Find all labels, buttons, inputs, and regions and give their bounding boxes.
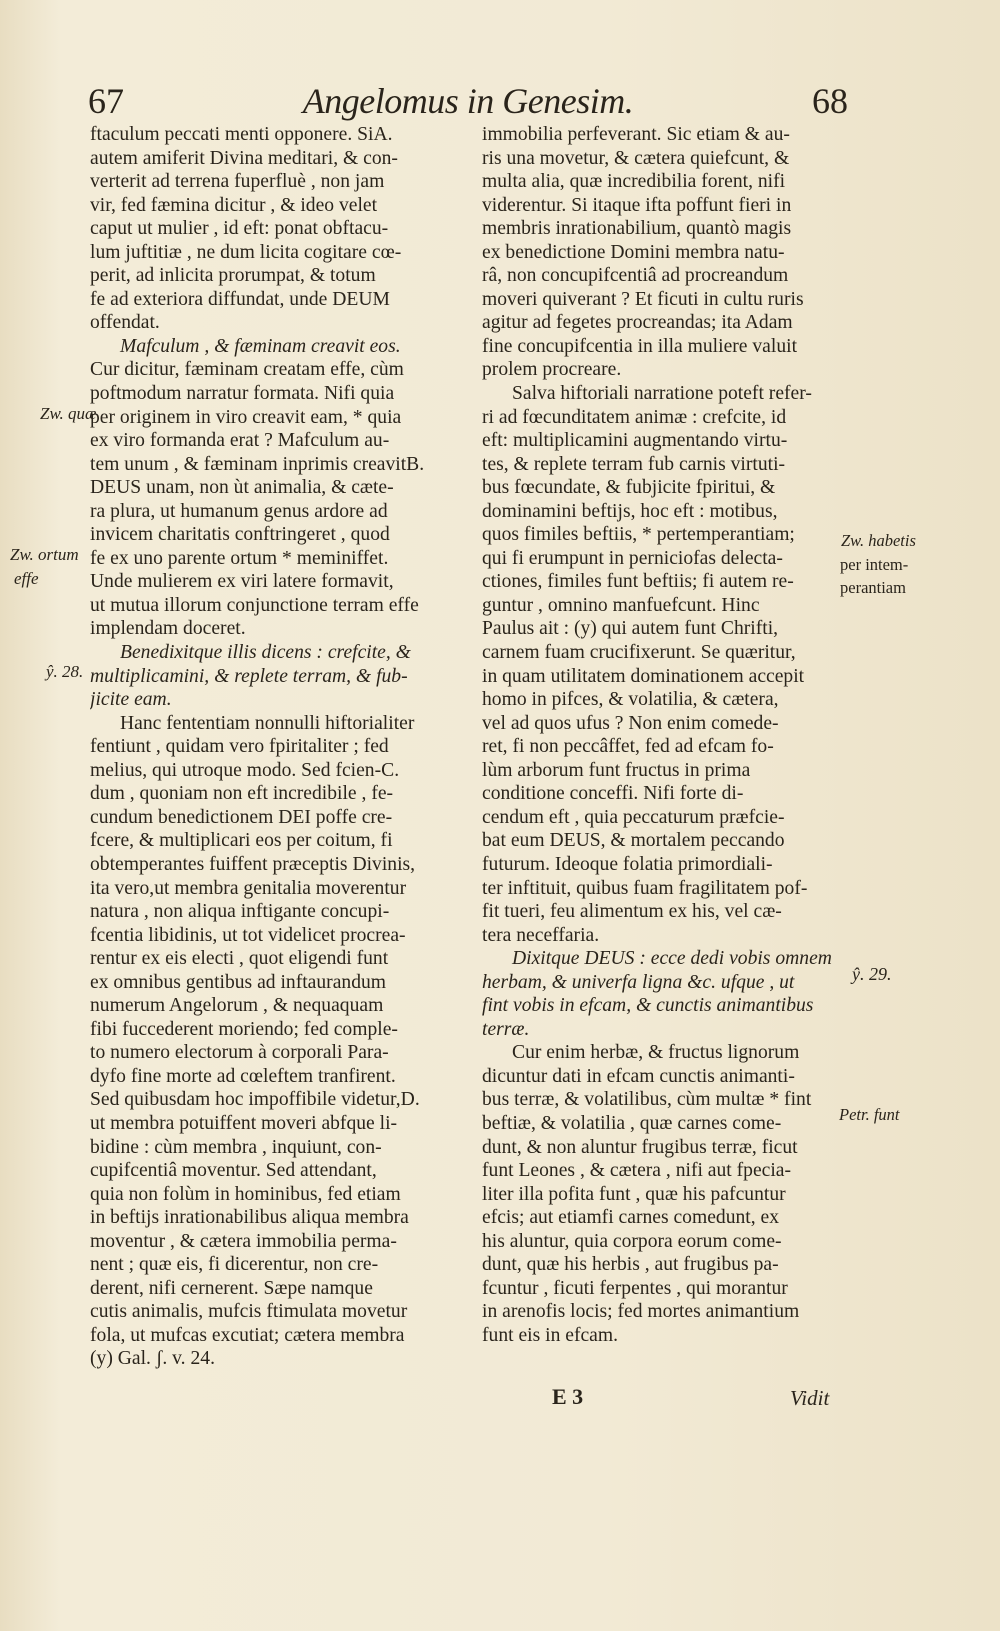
margin-note: Petr. funt	[839, 1105, 900, 1124]
running-title: Angelomus in Genesim.	[302, 81, 634, 121]
text-line: ex omnibus gentibus ad inftaurandum	[90, 971, 387, 993]
text-line: Dixitque DEUS : ecce dedi vobis omnem	[512, 948, 832, 970]
text-line: conditione conceffi. Nifi forte di-	[482, 783, 744, 805]
text-line: Paulus ait : (y) qui autem funt Chrifti,	[482, 618, 779, 640]
text-line: dunt, quæ his herbis , aut frugibus pa-	[482, 1254, 779, 1276]
text-line: efcis; aut etiamfi carnes comedunt, ex	[482, 1207, 780, 1229]
text-line: natura , non aliqua inftigante concupi-	[90, 901, 390, 923]
text-line: ctiones, fimiles funt beftiis; fi autem re-	[482, 571, 794, 593]
text-line: ex benedictione Domini membra natu-	[482, 241, 785, 263]
text-line: bidine : cùm membra , inquiunt, con-	[90, 1136, 382, 1158]
text-line: fola, ut mufcas excutiat; cætera membra	[90, 1324, 405, 1346]
text-line: lum juftitiæ , ne dum licita cogitare cœ-	[90, 241, 402, 263]
margin-note: perantiam	[840, 578, 906, 597]
text-line: numerum Angelorum , & nequaquam	[90, 995, 384, 1017]
text-line: Hanc fententiam nonnulli hiftorialiter	[120, 712, 415, 734]
text-line: quos fimiles beftiis, * pertemperantiam;	[482, 524, 795, 546]
text-line: fint vobis in efcam, & cunctis animantibus	[482, 995, 814, 1017]
text-line: funt Leones , & cætera , nifi aut fpecia-	[482, 1160, 792, 1182]
text-line: to numero electorum à corporali Para-	[90, 1042, 389, 1064]
text-line: Mafculum , & fæminam creavit eos.	[120, 335, 401, 357]
text-line: Cur enim herbæ, & fructus lignorum	[512, 1042, 800, 1064]
text-line: ut membra potuiffent moveri abfque li-	[90, 1112, 398, 1134]
text-line: ri ad fœcunditatem animæ : crefcite, id	[482, 406, 787, 428]
text-line: immobilia perfeverant. Sic etiam & au-	[482, 124, 790, 145]
text-line: fibi fuccederent moriendo; fed comple-	[90, 1018, 398, 1040]
text-line: jicite eam.	[90, 689, 172, 711]
text-line: dunt, & non aluntur frugibus terræ, ficut	[482, 1136, 798, 1158]
text-line: cundum benedictionem DEI poffe cre-	[90, 806, 393, 828]
text-line: bus fœcundate, & fubjicite fpiritui, &	[482, 477, 776, 499]
text-line: rentur ex eis electi , quot eligendi funt	[90, 948, 389, 970]
text-line: herbam, & univerfa ligna &c. ufque , ut	[482, 971, 795, 993]
text-line: Benedixitque illis dicens : crefcite, &	[120, 642, 411, 664]
text-line: ter inftituit, quibus fuam fragilitatem pof-	[482, 877, 808, 899]
text-line: multa alia, quæ incredibilia forent, nifi	[482, 171, 786, 193]
text-line: verterit ad terrena fuperfluè , non jam	[90, 171, 385, 193]
text-line: bus terræ, & volatilibus, cùm multæ * fint	[482, 1089, 812, 1111]
text-line: eft: multiplicamini augmentando virtu-	[482, 430, 788, 452]
text-line: DEUS unam, non ùt animalia, & cæte-	[90, 477, 394, 499]
text-line: prolem procreare.	[482, 359, 622, 381]
text-line: implendam doceret.	[90, 618, 246, 640]
text-line: dominamini beftijs, hoc eft : motibus,	[482, 500, 778, 522]
text-line: beftiæ, & volatilia , quæ carnes come-	[482, 1112, 782, 1134]
margin-note: ŷ. 29.	[852, 964, 892, 984]
text-line: ftaculum peccati menti opponere. SiA.	[90, 124, 393, 145]
text-line: bat eum DEUS, & mortalem peccando	[482, 830, 785, 852]
text-line: viderentur. Si itaque ifta poffunt fieri in	[482, 194, 792, 216]
text-line: in arenofis locis; fed mortes animantium	[482, 1301, 800, 1323]
text-line: ita vero,ut membra genitalia moverentur	[90, 877, 407, 899]
text-line: lùm arborum funt fructus in prima	[482, 759, 751, 781]
text-line: poftmodum narratur formata. Nifi quia	[90, 383, 395, 405]
text-line: funt eis in efcam.	[482, 1324, 619, 1346]
text-line: tem unum , & fæminam inprimis creavitB.	[90, 453, 425, 475]
text-line: membris inrationabilium, quantò magis	[482, 218, 792, 240]
left-text-column	[90, 123, 460, 1371]
text-line: tera neceffaria.	[482, 924, 600, 946]
text-line: dum , quoniam non eft incredibile , fe-	[90, 783, 394, 805]
text-line: Unde mulierem ex viri latere formavit,	[90, 571, 394, 593]
text-line: liter illa pofita funt , quæ his pafcuntur	[482, 1183, 786, 1205]
text-line: caput ut mulier , id eft: ponat obftacu-	[90, 218, 389, 240]
text-line: vir, fed fæmina dicitur , & ideo velet	[90, 194, 378, 216]
margin-note: Zw. habetis	[841, 531, 916, 550]
text-line: fentiunt , quidam vero fpiritaliter ; fed	[90, 736, 389, 758]
text-line: Cur dicitur, fæminam creatam effe, cùm	[90, 359, 404, 381]
text-line: carnem fuam crucifixerunt. Se quæritur,	[482, 642, 796, 664]
margin-note: ŷ. 28.	[46, 662, 84, 681]
text-line: fcentia libidinis, ut tot videlicet procrea-	[90, 924, 406, 946]
left-page-number: 67	[88, 81, 124, 121]
text-line: ris una movetur, & cætera quiefcunt, &	[482, 147, 790, 169]
text-line: ut mutua illorum conjunctione terram effe	[90, 594, 419, 616]
text-line: agitur ad fegetes procreandas; ita Adam	[482, 312, 793, 334]
catchword: Vidit	[790, 1386, 830, 1410]
text-line: ra plura, ut humanum genus ardore ad	[90, 500, 388, 522]
text-line: guntur , omnino manfuefcunt. Hinc	[482, 594, 760, 616]
text-line: in beftijs inrationabilibus aliqua membra	[90, 1207, 409, 1229]
text-line: derent, nifi cernerent. Sæpe namque	[90, 1277, 373, 1299]
text-line: ret, fi non peccâffet, fed ad efcam fo-	[482, 736, 774, 758]
text-line: cupifcentiâ moventur. Sed attendant,	[90, 1160, 377, 1182]
right-page-number: 68	[812, 81, 848, 121]
right-text-column	[482, 123, 839, 1347]
text-line: melius, qui utroque modo. Sed fcien-C.	[90, 759, 400, 781]
text-line: moventur , & cætera immobilia perma-	[90, 1230, 397, 1252]
margin-note: per intem-	[840, 555, 909, 574]
text-line: tes, & replete terram fub carnis virtuti-	[482, 453, 786, 475]
text-line: quia non folùm in hominibus, fed etiam	[90, 1183, 401, 1205]
text-line: moveri quiverant ? Et ficuti in cultu ruris	[482, 288, 804, 310]
margin-note: effe	[14, 569, 39, 588]
text-line: dyfo fine morte ad cœleftem tranfirent.	[90, 1065, 396, 1087]
text-line: cendum eft , quia peccaturum præfcie-	[482, 806, 785, 828]
text-line: perit, ad inlicita prorumpat, & totum	[90, 265, 376, 287]
text-line: fe ex uno parente ortum * meminiffet.	[90, 547, 389, 569]
text-line: fit tueri, feu alimentum ex his, vel cæ-	[482, 901, 782, 923]
margin-note: Zw. quæ	[40, 404, 97, 423]
text-line: fcuntur , ficuti ferpentes , qui morantur	[482, 1277, 788, 1299]
text-line: terræ.	[482, 1018, 530, 1040]
text-line: offendat.	[90, 312, 160, 334]
text-line: obtemperantes fuiffent præceptis Divinis,	[90, 853, 416, 875]
text-line: autem amiferit Divina meditari, & con-	[90, 147, 398, 169]
text-line: Sed quibusdam hoc impoffibile videtur,D.	[90, 1089, 420, 1111]
text-line: (y) Gal. ʃ. v. 24.	[90, 1348, 215, 1370]
text-line: vel ad quos ufus ? Non enim comede-	[482, 712, 779, 734]
page-header	[88, 80, 848, 120]
text-line: homo in pifces, & volatilia, & cætera,	[482, 689, 779, 711]
text-line: cutis animalis, mufcis ftimulata movetur	[90, 1301, 408, 1323]
margin-note: Zw. ortum	[10, 545, 79, 564]
signature-mark: E 3	[552, 1384, 584, 1409]
text-line: Salva hiftoriali narratione poteft refer-	[512, 383, 812, 405]
text-line: fine concupifcentia in illa muliere valuit	[482, 335, 798, 357]
text-line: qui fi erumpunt in perniciofas delecta-	[482, 547, 783, 569]
text-line: his aluntur, quia corpora eorum come-	[482, 1230, 782, 1252]
text-line: râ, non concupifcentiâ ad procreandum	[482, 265, 789, 287]
text-line: dicuntur dati in efcam cunctis animanti-	[482, 1065, 795, 1087]
text-line: fcere, & multiplicari eos per coitum, fi	[90, 830, 393, 852]
text-line: fe ad exteriora diffundat, unde DEUM	[90, 288, 390, 310]
text-line: futurum. Ideoque folatia primordiali-	[482, 853, 773, 875]
text-line: ex viro formanda erat ? Mafculum au-	[90, 430, 390, 452]
text-line: multiplicamini, & replete terram, & fub-	[90, 665, 408, 687]
text-line: in quam utilitatem dominationem accepit	[482, 665, 805, 687]
text-line: per originem in viro creavit eam, * quia	[90, 406, 402, 428]
text-line: invicem charitatis conftringeret , quod	[90, 524, 390, 546]
text-line: nent ; quæ eis, fi dicerentur, non cre-	[90, 1254, 379, 1276]
